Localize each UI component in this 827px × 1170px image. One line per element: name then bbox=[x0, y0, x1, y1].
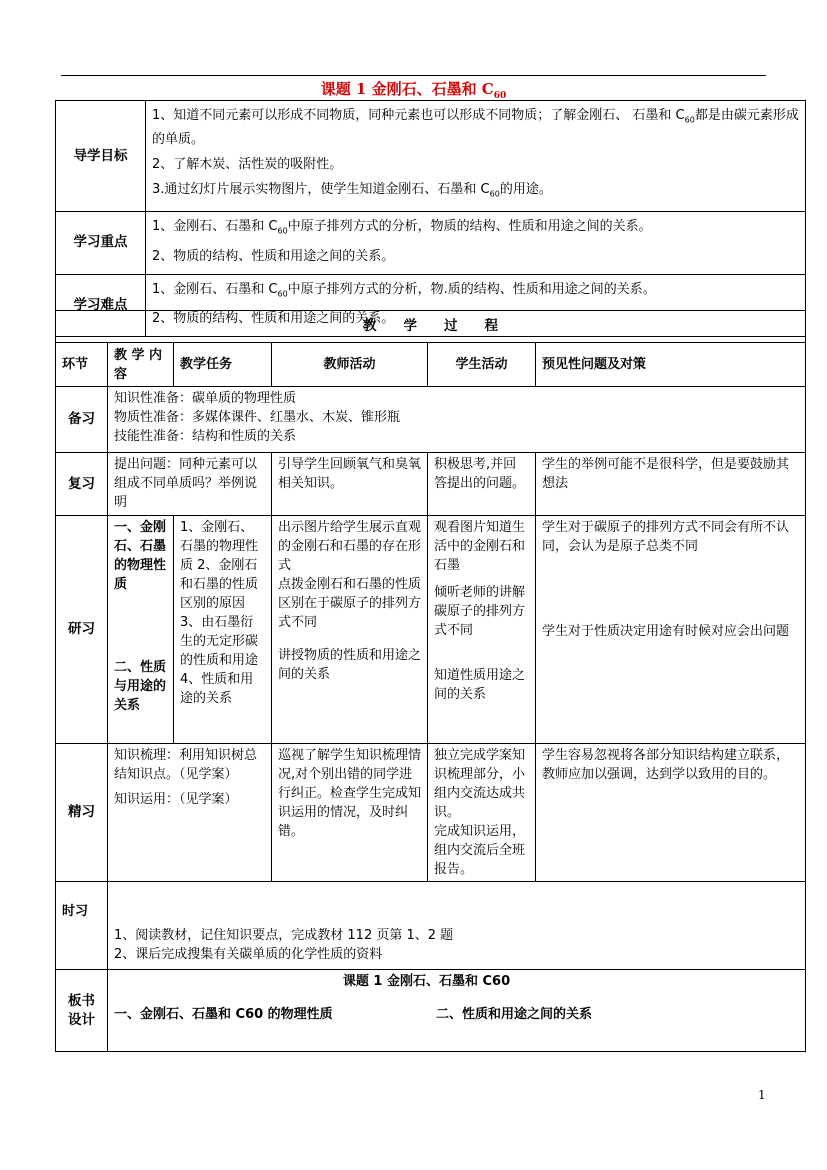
prep-cell: 知识性准备：碳单质的物理性质 物质性准备：多媒体课件、红墨水、木炭、锥形瓶 技能性准备：结构和性质的关系 bbox=[108, 387, 806, 453]
study-label: 研习 bbox=[56, 516, 108, 744]
difficulty-label: 学习难点 bbox=[56, 274, 146, 337]
prep-label: 备习 bbox=[56, 387, 108, 453]
study-content: 一、金刚石、石墨的物理性质 二、性质与用途的关系 bbox=[108, 516, 174, 744]
col-header-stage: 环节 bbox=[56, 343, 108, 387]
review-issues: 学生的举例可能不是很科学，但是要鼓励其想法 bbox=[536, 453, 806, 516]
refine-teacher: 巡视了解学生知识梳理情况,对个别出错的同学进行纠正。检查学生完成知识运用的情况，及时纠错。 bbox=[272, 744, 428, 882]
col-header-content: 教 学 内 容 bbox=[108, 343, 174, 387]
page-number: 1 bbox=[758, 1088, 766, 1102]
process-table bbox=[55, 310, 806, 1052]
refine-label: 精习 bbox=[56, 744, 108, 882]
goals-label: 导学目标 bbox=[56, 101, 146, 212]
objectives-table bbox=[55, 100, 806, 337]
study-issues: 学生对于碳原子的排列方式不同会有所不认同，会认为是原子总类不同 学生对于性质决定用途有时候对应会出问题 bbox=[536, 516, 806, 744]
refine-issues: 学生容易忽视将各部分知识结构建立联系，教师应加以强调，达到学以致用的目的。 bbox=[536, 744, 806, 882]
review-student: 积极思考,并回答提出的问题。 bbox=[428, 453, 536, 516]
col-header-student: 学生活动 bbox=[428, 343, 536, 387]
review-teacher: 引导学生回顾氧气和臭氧相关知识。 bbox=[272, 453, 428, 516]
col-header-issues: 预见性问题及对策 bbox=[536, 343, 806, 387]
focus-label: 学习重点 bbox=[56, 212, 146, 275]
board-cell: 课题 1 金刚石、石墨和 C60 一、金刚石、石墨和 C60 的物理性质 二、性质和用途之间的关系 bbox=[108, 970, 806, 1052]
difficulty-cell: 1、金刚石、石墨和 $C_{60}$中原子排列方式的分析，物.质的结构、性质和用途之间的关系。 2、物质的结构、性质和用途之间的关系。 bbox=[146, 274, 806, 337]
process-header: 教 学 过 程 bbox=[56, 311, 806, 343]
header-rule bbox=[61, 75, 766, 76]
review-label: 复习 bbox=[56, 453, 108, 516]
study-teacher: 出示图片给学生展示直观的金刚石和石墨的存在形式 点拨金刚石和石墨的性质区别在于碳原子的排列方式不同 讲授物质的性质和用途之间的关系 bbox=[272, 516, 428, 744]
board-label: 板书设计 bbox=[56, 970, 108, 1052]
practice-label: 时习 bbox=[56, 882, 108, 970]
practice-cell: 1、阅读教材，记住知识要点，完成教材 112 页第 1、2 题 2、课后完成搜集有关碳单质的化学性质的资料 bbox=[108, 882, 806, 970]
refine-student: 独立完成学案知识梳理部分，小组内交流达成共识。 完成知识运用，组内交流后全班报告。 bbox=[428, 744, 536, 882]
col-header-teacher: 教师活动 bbox=[272, 343, 428, 387]
study-student: 观看图片知道生活中的金刚石和石墨 倾听老师的讲解碳原子的排列方式不同 知道性质用途之间的关系 bbox=[428, 516, 536, 744]
study-task: 1、金刚石、石墨的物理性质 2、金刚石和石墨的性质区别的原因 3、由石墨衍生的无定形碳的性质和用途 4、性质和用途的关系 bbox=[174, 516, 272, 744]
review-content: 提出问题：同种元素可以组成不同单质吗？举例说明 bbox=[108, 453, 272, 516]
col-header-task: 教学任务 bbox=[174, 343, 272, 387]
focus-cell: 1、金刚石、石墨和 $C_{60}$中原子排列方式的分析，物质的结构、性质和用途之间的关系。 2、物质的结构、性质和用途之间的关系。 bbox=[146, 212, 806, 275]
document-title: 课题 1 金刚石、石墨和 $C_{60}$ bbox=[320, 80, 507, 101]
refine-content: 知识梳理：利用知识树总结知识点。（见学案） 知识运用：（见学案） bbox=[108, 744, 272, 882]
goals-cell: 1、知道不同元素可以形成不同物质，同种元素也可以形成不同物质；了解金刚石、 石墨和 $C_{60}$都是由碳元素形成的单质。 2、了解木炭、活性炭的吸附性。 3.通过幻灯片展示实物图片，使学生知道金刚石、石墨和 $C_{60}$的用途。 bbox=[146, 101, 806, 212]
